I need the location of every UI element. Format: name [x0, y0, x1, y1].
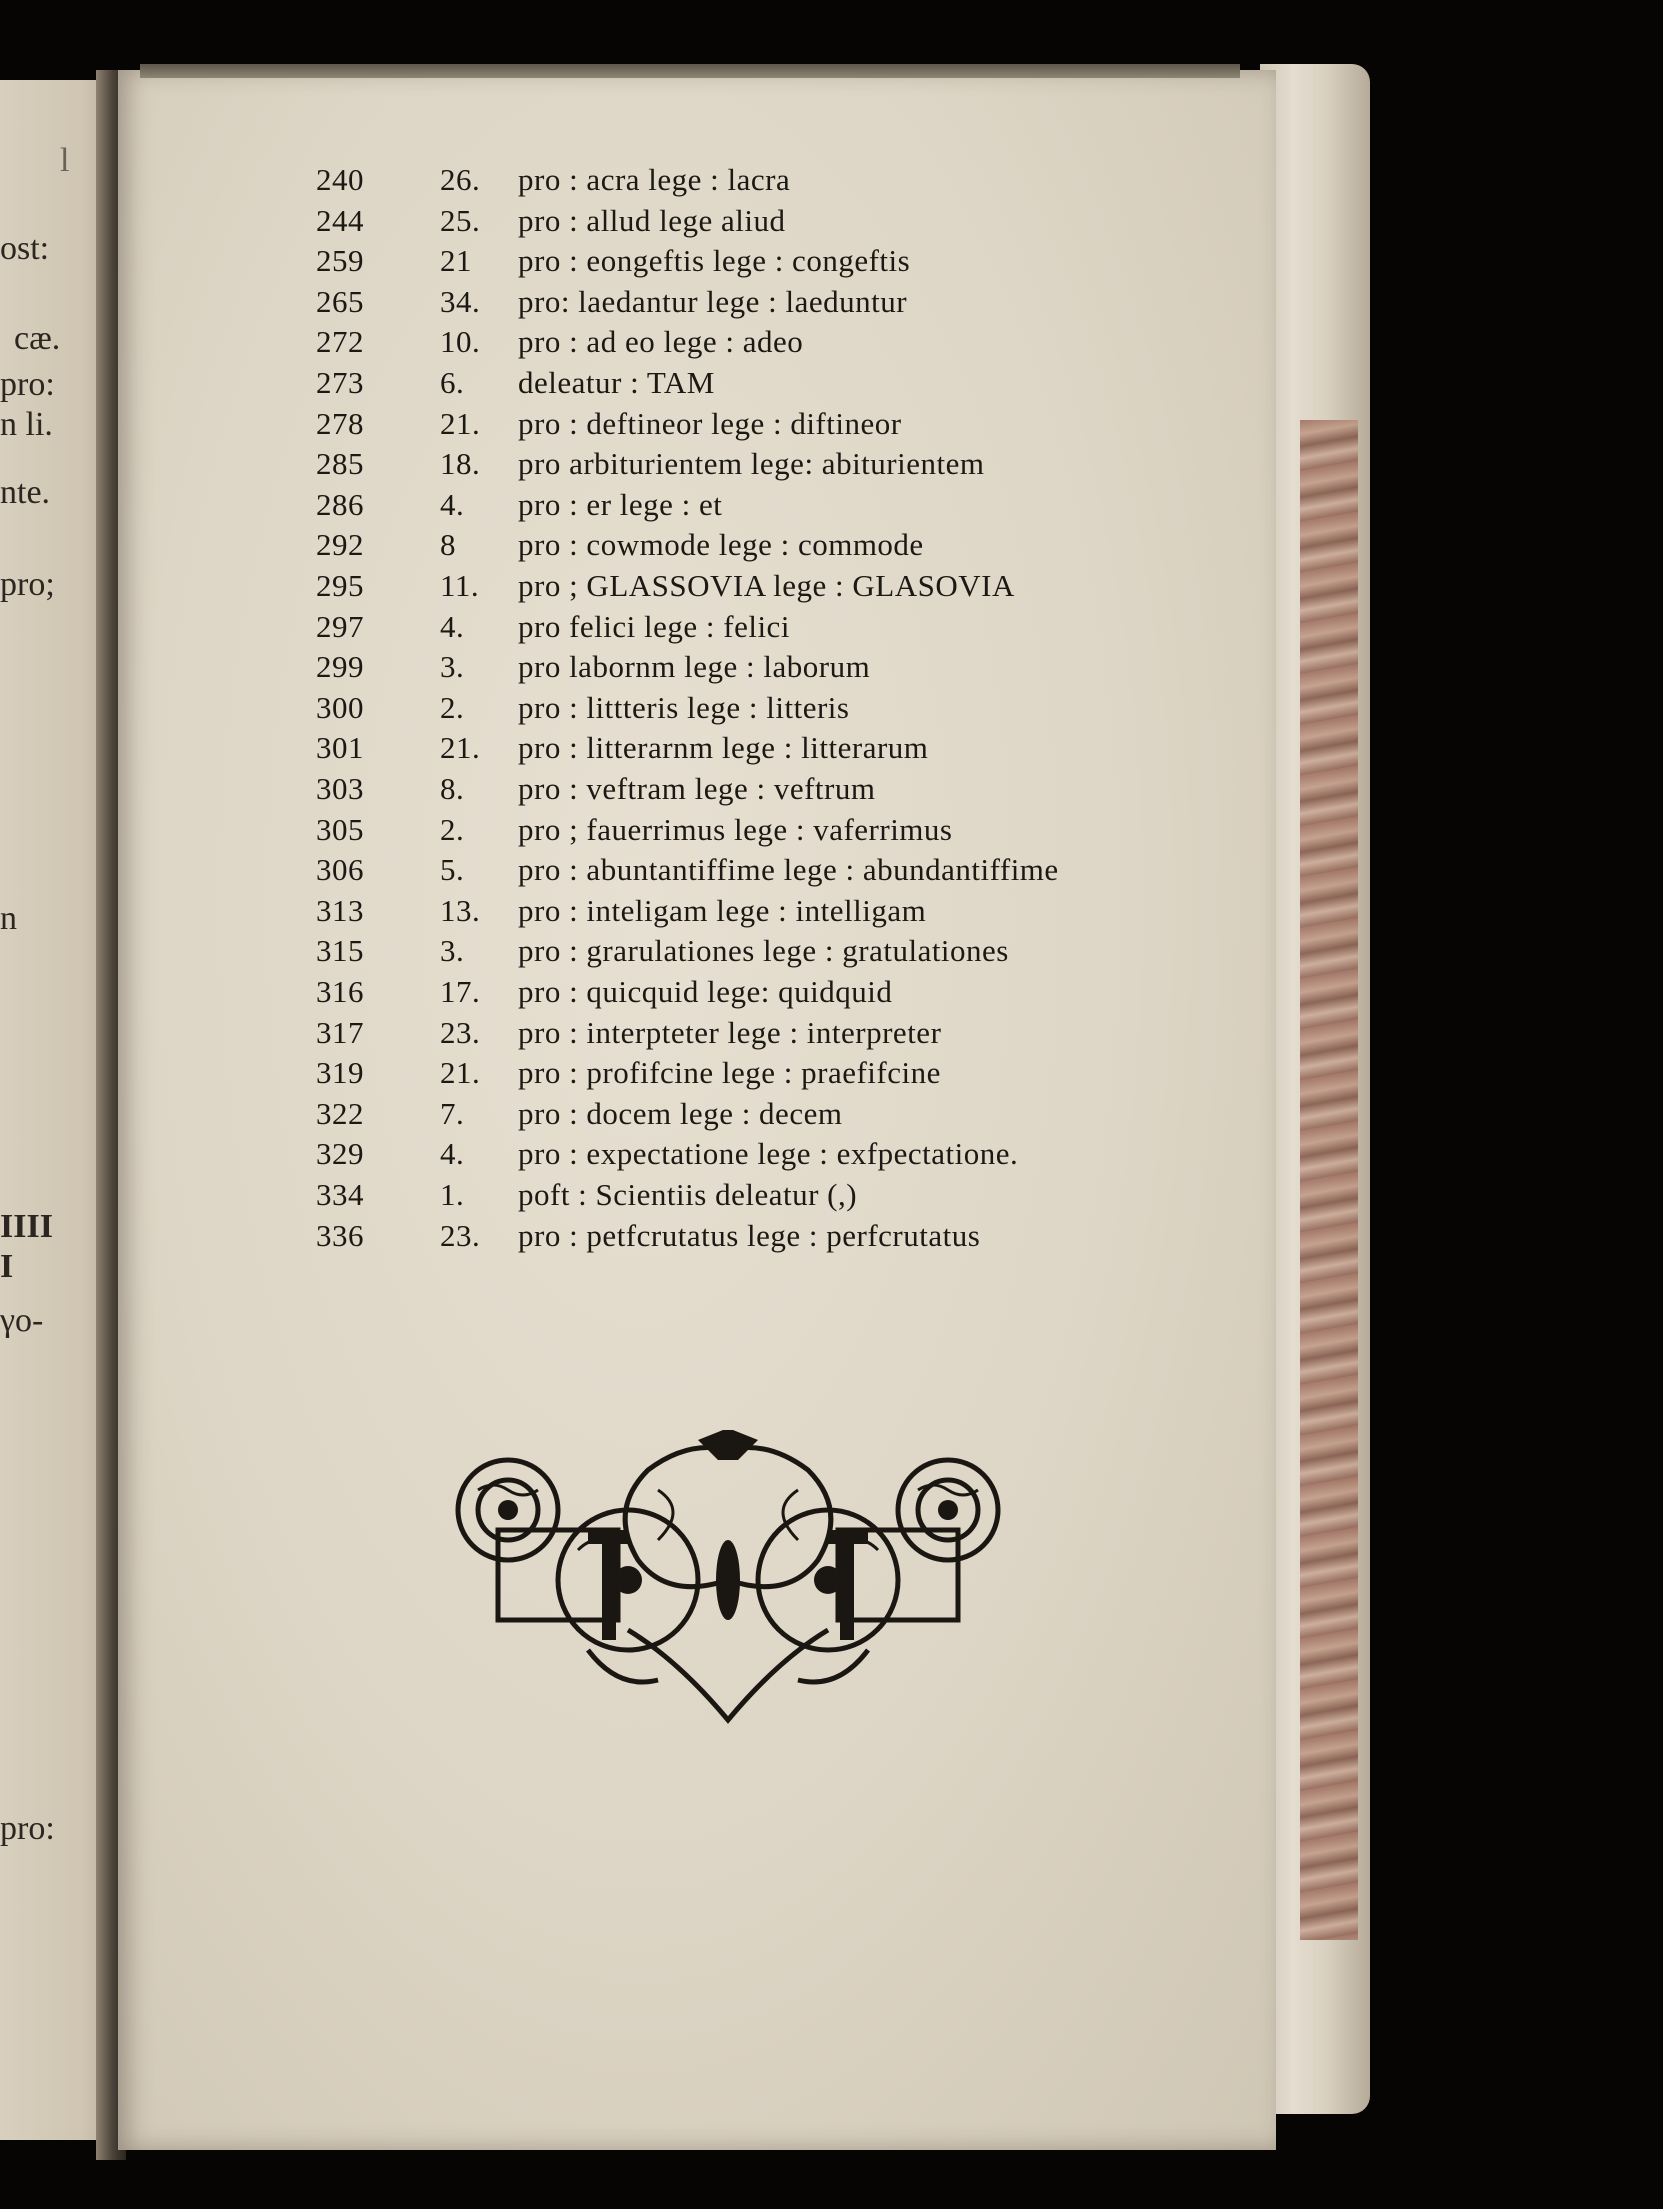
errata-correction: pro : abuntantiffime lege : abundantiffime	[518, 852, 1059, 888]
left-page-fragment: n	[0, 900, 17, 937]
errata-correction: pro : interpteter lege : interpreter	[518, 1014, 942, 1050]
errata-row	[118, 162, 1218, 203]
errata-page-number: 297	[316, 608, 364, 644]
errata-line-number: 13.	[440, 892, 481, 928]
errata-row	[118, 446, 1218, 487]
left-page-fragment: pro:	[0, 366, 55, 403]
errata-row	[118, 1015, 1218, 1056]
errata-correction: pro : eongeftis lege : congeftis	[518, 243, 911, 279]
errata-correction: pro : veftram lege : veftrum	[518, 771, 876, 806]
errata-page-number: 303	[316, 771, 364, 806]
errata-row	[118, 406, 1218, 447]
errata-line-number: 34.	[440, 283, 481, 319]
errata-line-number: 8	[440, 527, 456, 563]
errata-row	[118, 690, 1218, 731]
errata-correction: pro : litterarnm lege : litterarum	[518, 730, 929, 766]
errata-page-number: 292	[316, 527, 364, 563]
left-page-fragment: ost:	[0, 230, 50, 267]
errata-row	[118, 568, 1218, 609]
errata-row	[118, 284, 1218, 325]
errata-correction: pro arbiturientem lege: abiturientem	[518, 446, 985, 482]
right-page	[118, 70, 1276, 2150]
errata-correction: pro ; fauerrimus lege : vaferrimus	[518, 811, 953, 847]
errata-correction: pro : petfcrutatus lege : perfcrutatus	[518, 1217, 981, 1253]
errata-correction: pro : allud lege aliud	[518, 202, 786, 238]
errata-page-number: 329	[316, 1136, 364, 1172]
left-page-fragment: n li.	[0, 406, 53, 443]
errata-page-number: 313	[316, 892, 364, 928]
errata-correction: pro: laedantur lege : laeduntur	[518, 283, 908, 319]
errata-row	[118, 203, 1218, 244]
errata-correction: poft : Scientiis deleatur (,)	[518, 1177, 858, 1212]
errata-row	[118, 243, 1218, 284]
errata-line-number: 23.	[440, 1014, 481, 1050]
errata-row	[118, 812, 1218, 853]
errata-correction: pro : ad eo lege : adeo	[518, 324, 804, 360]
errata-line-number: 3.	[440, 649, 465, 685]
errata-page-number: 295	[316, 568, 364, 603]
errata-correction: pro : inteligam lege : intelligam	[518, 892, 927, 928]
left-page-fragment: cæ.	[14, 320, 61, 357]
errata-line-number: 10.	[440, 324, 481, 360]
errata-row	[118, 1177, 1218, 1218]
errata-line-number: 3.	[440, 933, 465, 969]
errata-row	[118, 771, 1218, 812]
errata-line-number: 21.	[440, 405, 481, 441]
errata-line-number: 2.	[440, 689, 465, 725]
errata-line-number: 1.	[440, 1177, 465, 1212]
errata-line-number: 7.	[440, 1095, 465, 1131]
errata-line-number: 2.	[440, 811, 465, 847]
errata-line-number: 6.	[440, 365, 465, 400]
errata-correction: pro : cowmode lege : commode	[518, 527, 924, 563]
errata-row	[118, 974, 1218, 1015]
errata-line-number: 25.	[440, 202, 481, 238]
errata-row	[118, 893, 1218, 934]
errata-row	[118, 365, 1218, 406]
errata-correction: pro : littteris lege : litteris	[518, 689, 850, 725]
errata-page-number: 319	[316, 1055, 364, 1091]
errata-page-number: 336	[316, 1217, 364, 1253]
errata-correction: pro : expectatione lege : exfpectatione.	[518, 1136, 1019, 1172]
errata-correction: pro : docem lege : decem	[518, 1095, 843, 1131]
left-page-fragment: pro;	[0, 566, 55, 603]
errata-line-number: 23.	[440, 1217, 481, 1253]
errata-page-number: 305	[316, 811, 364, 847]
errata-correction: pro labornm lege : laborum	[518, 649, 871, 685]
errata-row	[118, 933, 1218, 974]
errata-page-number: 300	[316, 689, 364, 725]
errata-row	[118, 852, 1218, 893]
errata-row	[118, 609, 1218, 650]
errata-page-number: 301	[316, 730, 364, 766]
errata-correction: pro : profifcine lege : praefifcine	[518, 1055, 941, 1091]
errata-line-number: 8.	[440, 771, 465, 806]
left-page-fragment: l	[60, 142, 70, 179]
errata-row	[118, 1055, 1218, 1096]
errata-line-number: 4.	[440, 486, 465, 522]
errata-line-number: 18.	[440, 446, 481, 482]
left-page-fragment: γο-	[0, 1302, 44, 1339]
errata-page-number: 278	[316, 405, 364, 441]
errata-correction: pro : quicquid lege: quidquid	[518, 974, 893, 1009]
errata-row	[118, 527, 1218, 568]
woodcut-tailpiece-ornament-icon	[438, 1430, 1018, 1730]
errata-page-number: 317	[316, 1014, 364, 1050]
left-page-fragment: pro:	[0, 1810, 55, 1847]
errata-page-number: 315	[316, 933, 364, 969]
errata-line-number: 21	[440, 243, 472, 279]
errata-row	[118, 730, 1218, 771]
errata-page-number: 265	[316, 283, 364, 319]
errata-page-number: 272	[316, 324, 364, 360]
errata-correction: pro : deftineor lege : diftineor	[518, 405, 902, 441]
errata-line-number: 5.	[440, 852, 465, 888]
errata-page-number: 316	[316, 974, 364, 1009]
errata-line-number: 21.	[440, 1055, 481, 1091]
errata-row	[118, 1096, 1218, 1137]
errata-correction: deleatur : TAM	[518, 365, 715, 400]
errata-row	[118, 1136, 1218, 1177]
errata-page-number: 240	[316, 162, 364, 197]
errata-line-number: 4.	[440, 1136, 465, 1172]
errata-page-number: 286	[316, 486, 364, 522]
errata-row	[118, 324, 1218, 365]
errata-page-number: 285	[316, 446, 364, 482]
page-top-edge	[140, 64, 1240, 78]
marbled-cover	[1300, 420, 1358, 1940]
errata-page-number: 273	[316, 365, 364, 400]
left-page-fragment: nte.	[0, 474, 51, 511]
errata-row	[118, 487, 1218, 528]
errata-line-number: 21.	[440, 730, 481, 766]
errata-page-number: 334	[316, 1177, 364, 1212]
errata-page-number: 306	[316, 852, 364, 888]
errata-row	[118, 1218, 1218, 1259]
errata-line-number: 11.	[440, 568, 480, 603]
errata-page-number: 244	[316, 202, 364, 238]
errata-correction: pro ; GLASSOVIA lege : GLASOVIA	[518, 568, 1015, 603]
errata-correction: pro : acra lege : lacra	[518, 162, 791, 197]
errata-line-number: 17.	[440, 974, 481, 1009]
errata-correction: pro felici lege : felici	[518, 608, 790, 644]
errata-row	[118, 649, 1218, 690]
errata-line-number: 26.	[440, 162, 481, 197]
errata-correction: pro : grarulationes lege : gratulationes	[518, 933, 1009, 969]
left-page-fragment: I	[0, 1248, 14, 1285]
errata-page-number: 322	[316, 1095, 364, 1131]
left-page-fragment: IIII	[0, 1208, 53, 1245]
errata-line-number: 4.	[440, 608, 465, 644]
errata-page-number: 299	[316, 649, 364, 685]
errata-page-number: 259	[316, 243, 364, 279]
errata-correction: pro : er lege : et	[518, 486, 723, 522]
